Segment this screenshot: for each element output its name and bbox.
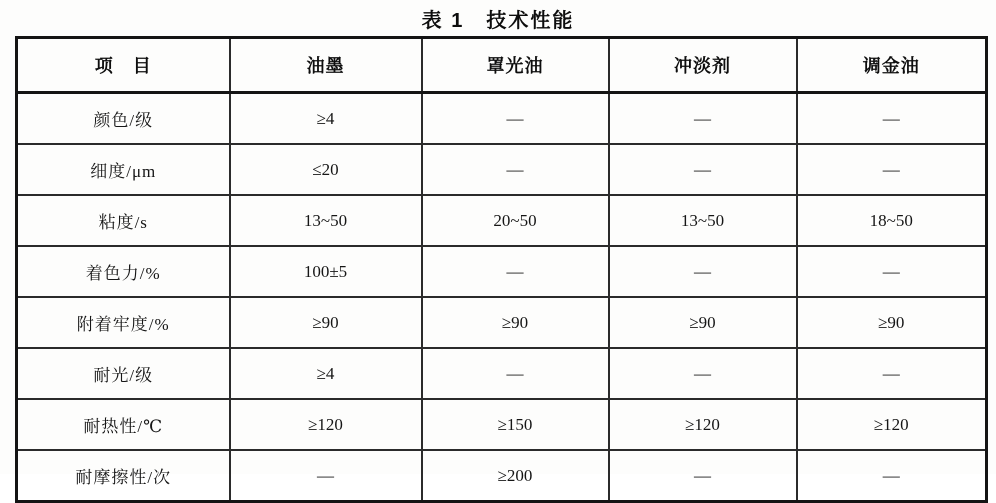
- value-cell: —: [609, 348, 797, 399]
- value-cell: —: [609, 144, 797, 195]
- value-cell: —: [609, 246, 797, 297]
- value-cell: —: [797, 246, 987, 297]
- row-label: 耐摩擦性/次: [17, 450, 230, 502]
- spec-table: [15, 36, 988, 503]
- value-cell: 20~50: [422, 195, 609, 246]
- header-cell-gold-oil: 调金油: [797, 38, 987, 93]
- row-label: 颜色/级: [17, 93, 230, 145]
- header-row: [17, 38, 987, 93]
- table-row: [17, 246, 987, 297]
- header-cell-varnish: 罩光油: [422, 38, 609, 93]
- value-cell: —: [422, 348, 609, 399]
- table-row: [17, 144, 987, 195]
- value-cell: ≥90: [230, 297, 422, 348]
- table-title: 表 1 技术性能: [421, 10, 575, 32]
- table-row: [17, 93, 987, 145]
- table-row: [17, 450, 987, 502]
- value-cell: ≥4: [230, 348, 422, 399]
- row-label: 细度/μm: [17, 144, 230, 195]
- value-cell: —: [609, 450, 797, 502]
- value-cell: —: [797, 450, 987, 502]
- value-cell: —: [422, 144, 609, 195]
- value-cell: 13~50: [230, 195, 422, 246]
- value-cell: ≥120: [797, 399, 987, 450]
- row-label: 粘度/s: [17, 195, 230, 246]
- value-cell: ≥4: [230, 93, 422, 145]
- value-cell: 13~50: [609, 195, 797, 246]
- header-cell-item: 项 目: [17, 38, 230, 93]
- value-cell: ≥150: [422, 399, 609, 450]
- value-cell: ≥90: [797, 297, 987, 348]
- value-cell: ≥90: [422, 297, 609, 348]
- row-label: 耐光/级: [17, 348, 230, 399]
- value-cell: —: [422, 93, 609, 145]
- row-label: 着色力/%: [17, 246, 230, 297]
- value-cell: 100±5: [230, 246, 422, 297]
- header-cell-diluent: 冲淡剂: [609, 38, 797, 93]
- value-cell: ≥200: [422, 450, 609, 502]
- value-cell: 18~50: [797, 195, 987, 246]
- value-cell: —: [609, 93, 797, 145]
- header-cell-ink: 油墨: [230, 38, 422, 93]
- value-cell: —: [422, 246, 609, 297]
- table-row: [17, 297, 987, 348]
- row-label: 耐热性/℃: [17, 399, 230, 450]
- table-row: [17, 348, 987, 399]
- value-cell: —: [797, 93, 987, 145]
- row-label: 附着牢度/%: [17, 297, 230, 348]
- value-cell: ≤20: [230, 144, 422, 195]
- table-row: [17, 195, 987, 246]
- value-cell: —: [230, 450, 422, 502]
- value-cell: —: [797, 144, 987, 195]
- value-cell: —: [797, 348, 987, 399]
- table-row: [17, 399, 987, 450]
- value-cell: ≥120: [609, 399, 797, 450]
- value-cell: ≥120: [230, 399, 422, 450]
- value-cell: ≥90: [609, 297, 797, 348]
